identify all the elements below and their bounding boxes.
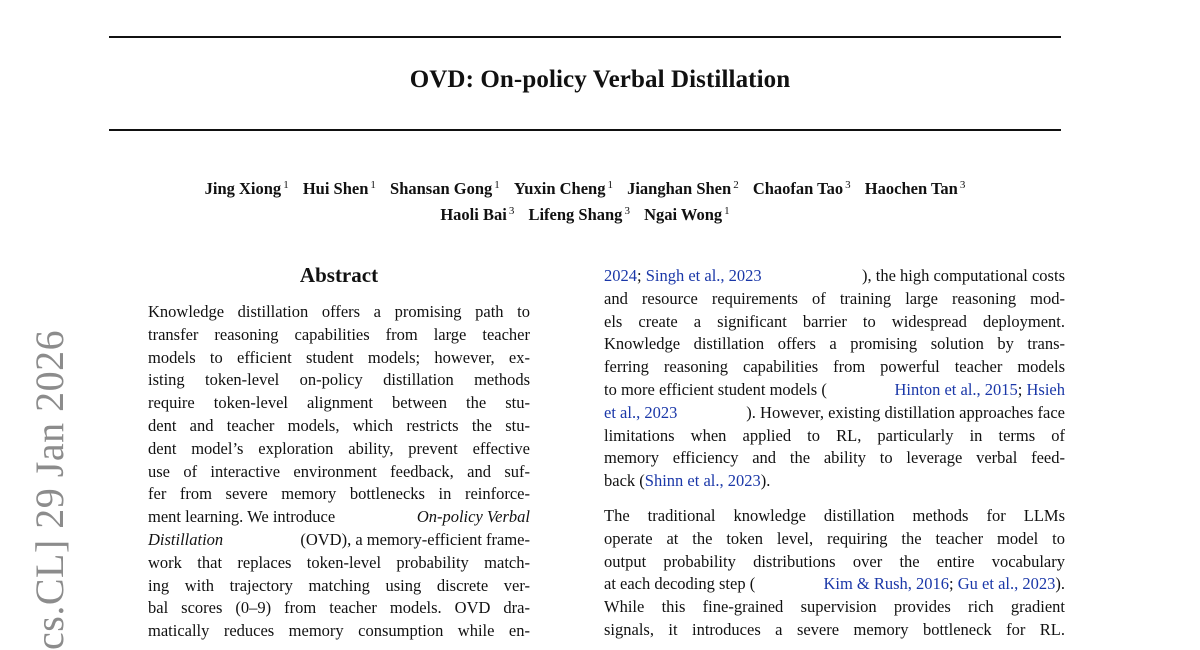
body-line: Knowledge distillation offers a promising solution by trans-: [604, 334, 1065, 354]
citation-separator: ;: [637, 266, 646, 285]
author-name: Jianghan Shen: [627, 179, 732, 198]
author: [627, 174, 739, 200]
abstract-line: use of interactive environment feedback, and suf-: [148, 461, 530, 481]
body-line: [604, 379, 1065, 402]
author: [528, 200, 630, 226]
author-name: Jing Xiong: [204, 179, 282, 198]
abstract-line: [148, 529, 530, 552]
citation-separator: ;: [1017, 379, 1027, 399]
paragraph-gap: [604, 493, 1065, 505]
body-line: and resource requirements of training large reasoning mod-: [604, 288, 1065, 308]
body-text: at each decoding step (: [604, 574, 756, 594]
paper-title: OVD: On-policy Verbal Distillation: [409, 66, 791, 93]
body-line: limitations when applied to RL, particularly in terms of: [604, 425, 1065, 445]
body-line: [604, 402, 1065, 425]
author: [440, 200, 514, 226]
author-affiliation: 2: [733, 179, 739, 191]
abstract-line: bal scores (0–9) from teacher models. OVD dra-: [148, 598, 530, 618]
citation-link[interactable]: Hinton et al., 2015: [894, 379, 1018, 399]
body-line: The traditional knowledge distillation methods for LLMs: [604, 505, 1065, 525]
body-text: ). However, existing distillation approaches face: [746, 402, 1065, 422]
author-affiliation: 3: [845, 179, 851, 191]
citation-link[interactable]: Singh et al., 2023: [645, 266, 762, 285]
author-affiliation: 1: [283, 179, 289, 191]
intro-body: [604, 265, 1065, 642]
author-name: Hui Shen: [302, 179, 369, 198]
body-text: ).: [1055, 574, 1065, 594]
body-line: signals, it introduces a severe memory bottleneck for RL.: [604, 619, 1065, 639]
abstract-text: ment learning. We introduce: [148, 507, 340, 527]
author-name: Lifeng Shang: [528, 205, 623, 224]
abstract-line: fer from severe memory bottlenecks in reinforce-: [148, 484, 530, 504]
body-line: els create a significant barrier to widespread deployment.: [604, 311, 1065, 331]
abstract-line: work that replaces token-level probability match-: [148, 552, 530, 572]
abstract-line: models to efficient student models; however, ex-: [148, 347, 530, 367]
author-affiliation: 3: [959, 179, 966, 191]
citation-link[interactable]: Hsieh: [1026, 379, 1065, 399]
author: [514, 174, 613, 200]
abstract-line: ing with trajectory matching using discrete ver-: [148, 575, 530, 595]
body-line: [604, 470, 1065, 493]
author: [205, 174, 289, 200]
title-top-rule: [109, 36, 1061, 38]
abstract-body: [148, 301, 530, 643]
author: [390, 174, 500, 200]
body-line: While this fine-grained supervision provides rich gradient: [604, 597, 1065, 617]
abstract-heading: Abstract: [299, 263, 379, 287]
abstract-line: Knowledge distillation offers a promising path to: [148, 302, 530, 321]
author-name: Ngai Wong: [644, 205, 723, 224]
abstract-line: transfer reasoning capabilities from large teacher: [148, 324, 530, 344]
title-bottom-rule: [109, 129, 1061, 131]
author: [753, 174, 851, 200]
abstract-line: dent model’s exploration ability, prevent effective: [148, 438, 530, 458]
author: [644, 200, 730, 226]
author-list: [60, 174, 1110, 226]
body-line: operate at the token level, requiring the teacher model to: [604, 528, 1065, 548]
author-name: Haoli Bai: [440, 205, 507, 224]
abstract-text: (OVD), a memory-efficient frame-: [296, 529, 530, 549]
abstract-line: dent and teacher models, which restricts the stu-: [148, 415, 530, 435]
author-affiliation: 1: [494, 179, 500, 191]
citation-link[interactable]: Shinn et al., 2023: [644, 471, 761, 491]
abstract-emphasis: Distillation: [148, 529, 224, 549]
author-name: Haochen Tan: [864, 179, 958, 198]
abstract-line: require token-level alignment between the stu-: [148, 393, 530, 413]
citation-link[interactable]: et al., 2023: [604, 402, 678, 422]
body-line-start: [604, 265, 762, 288]
arxiv-stamp: cs.CL] 29 Jan 2026: [27, 329, 72, 650]
body-line: ferring reasoning capabilities from powerful teacher models: [604, 357, 1065, 377]
body-text: to more efficient student models (: [604, 379, 827, 399]
author-affiliation: 3: [624, 205, 630, 217]
author-name: Chaofan Tao: [752, 179, 844, 198]
body-text: ), the high computational costs: [861, 266, 1065, 285]
citation-link[interactable]: Kim & Rush, 2016: [823, 574, 950, 594]
abstract-line: [148, 506, 530, 529]
author-name: Yuxin Cheng: [513, 179, 606, 198]
body-line: [604, 573, 1065, 596]
body-line-end: [823, 573, 1065, 596]
author: [303, 174, 376, 200]
abstract-line: matically reduces memory consumption while en-: [148, 621, 530, 641]
body-text: ).: [760, 471, 771, 491]
body-line: memory efficiency and the ability to leverage verbal feed-: [604, 448, 1065, 468]
author: [865, 174, 966, 200]
citation-link[interactable]: Gu et al., 2023: [957, 574, 1056, 594]
body-line: [604, 265, 1065, 288]
body-line-end: [895, 379, 1066, 402]
abstract-emphasis: On-policy Verbal: [416, 507, 530, 527]
citation-separator: ;: [949, 574, 958, 594]
abstract-line: isting token-level on-policy distillation methods: [148, 370, 530, 390]
body-line: output probability distributions over the entire vocabulary: [604, 551, 1065, 571]
author-name: Shansan Gong: [390, 179, 493, 198]
citation-link[interactable]: 2024: [604, 266, 637, 285]
author-affiliation: 1: [607, 179, 613, 191]
author-affiliation: 3: [508, 205, 515, 217]
body-text: back (: [604, 471, 645, 491]
author-affiliation: 1: [724, 205, 730, 217]
author-affiliation: 1: [370, 179, 376, 191]
